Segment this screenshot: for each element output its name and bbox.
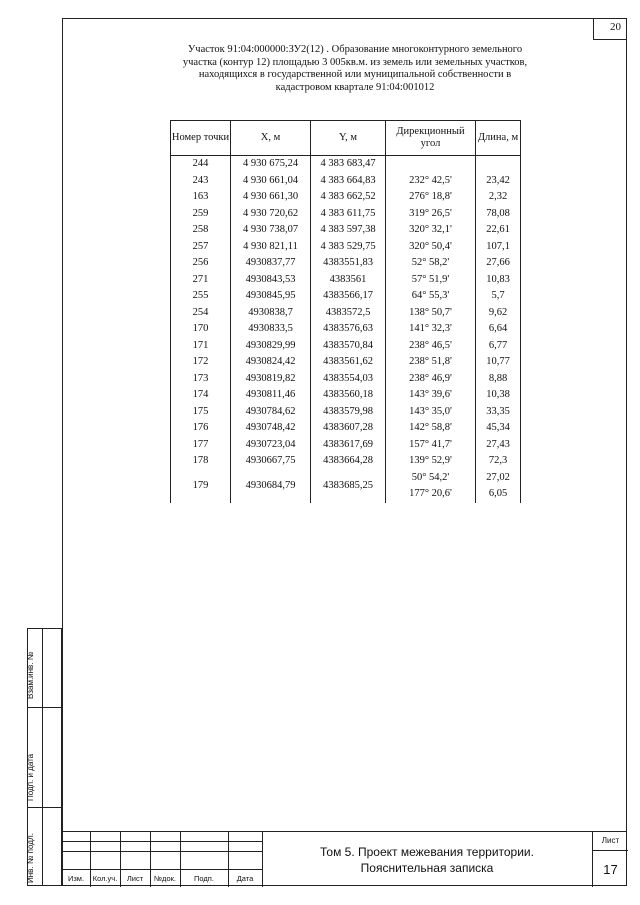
length-cell: 27,02	[476, 470, 521, 487]
direction-angle-cell: 139° 52,9'	[386, 453, 476, 470]
x-coordinate-cell: 4930838,7	[231, 305, 311, 322]
x-coordinate-cell: 4930748,42	[231, 420, 311, 437]
x-coordinate-cell: 4 930 675,24	[231, 156, 311, 173]
col-label-doc-number: №док.	[154, 874, 176, 883]
sheet-label: Лист	[601, 836, 620, 845]
x-coordinate-cell: 4 930 661,30	[231, 189, 311, 206]
direction-angle-cell: 276° 18,8'	[386, 189, 476, 206]
x-coordinate-cell: 4 930 821,11	[231, 239, 311, 256]
y-coordinate-cell: 4383561,62	[311, 354, 386, 371]
page-number: 20	[610, 21, 621, 33]
y-coordinate-cell: 4 383 683,47	[311, 156, 386, 173]
x-coordinate-cell: 4 930 720,62	[231, 206, 311, 223]
point-number-cell: 256	[171, 255, 231, 272]
length-cell: 8,88	[476, 371, 521, 388]
direction-angle-cell: 50° 54,2'	[386, 470, 476, 487]
y-coordinate-cell: 4 383 662,52	[311, 189, 386, 206]
length-cell: 72,3	[476, 453, 521, 470]
col-label-change: Изм.	[67, 874, 85, 883]
length-cell: 6,64	[476, 321, 521, 338]
direction-angle-cell: 57° 51,9'	[386, 272, 476, 289]
direction-angle-cell: 177° 20,6'	[386, 486, 476, 503]
grid-rule	[62, 851, 262, 852]
x-coordinate-cell: 4930829,99	[231, 338, 311, 355]
point-number-cell: 259	[171, 206, 231, 223]
direction-angle-cell: 64° 55,3'	[386, 288, 476, 305]
col-label-sheet: Лист	[126, 874, 144, 883]
point-number-cell: 258	[171, 222, 231, 239]
direction-angle-cell: 143° 35,0'	[386, 404, 476, 421]
x-coordinate-cell: 4930824,42	[231, 354, 311, 371]
point-number-cell: 170	[171, 321, 231, 338]
length-cell: 6,77	[476, 338, 521, 355]
direction-angle-cell: 238° 51,8'	[386, 354, 476, 371]
direction-angle-cell: 320° 32,1'	[386, 222, 476, 239]
y-coordinate-cell: 4383607,28	[311, 420, 386, 437]
x-coordinate-cell: 4930684,79	[231, 470, 311, 503]
y-coordinate-cell: 4383551,83	[311, 255, 386, 272]
direction-angle-cell: 157° 41,7'	[386, 437, 476, 454]
y-coordinate-cell: 4 383 529,75	[311, 239, 386, 256]
coordinates-table	[170, 120, 521, 503]
stamp-label-signature-date: Подп. и дата	[26, 753, 35, 801]
stamp-rule	[28, 707, 63, 708]
x-coordinate-cell: 4930819,82	[231, 371, 311, 388]
length-cell: 6,05	[476, 486, 521, 503]
sheet-number: 17	[603, 862, 618, 877]
y-coordinate-cell: 4 383 597,38	[311, 222, 386, 239]
y-coordinate-cell: 4383570,84	[311, 338, 386, 355]
length-cell: 27,43	[476, 437, 521, 454]
stamp-label-original-inv: Инв. № подл.	[26, 833, 35, 883]
document-title-line1: Том 5. Проект межевания территории.	[320, 845, 534, 859]
header-direction-angle: Дирекционный угол	[386, 121, 476, 156]
point-number-cell: 243	[171, 173, 231, 190]
point-number-cell: 257	[171, 239, 231, 256]
table-header-row	[171, 121, 521, 156]
point-number-cell: 174	[171, 387, 231, 404]
x-coordinate-cell: 4930784,62	[231, 404, 311, 421]
y-coordinate-cell: 4383576,63	[311, 321, 386, 338]
document-title	[262, 844, 592, 876]
length-cell: 78,08	[476, 206, 521, 223]
y-coordinate-cell: 4 383 611,75	[311, 206, 386, 223]
point-number-cell: 171	[171, 338, 231, 355]
y-coordinate-cell: 4383554,03	[311, 371, 386, 388]
x-coordinate-cell: 4930843,53	[231, 272, 311, 289]
grid-rule	[62, 869, 262, 870]
point-number-cell: 173	[171, 371, 231, 388]
point-number-cell: 271	[171, 272, 231, 289]
title-block-grid	[62, 832, 262, 887]
direction-angle-cell: 320° 50,4'	[386, 239, 476, 256]
x-coordinate-cell: 4930833,5	[231, 321, 311, 338]
spacer-cell	[386, 156, 476, 173]
x-coordinate-cell: 4930723,04	[231, 437, 311, 454]
y-coordinate-cell: 4383685,25	[311, 470, 386, 503]
table-body	[171, 156, 521, 503]
x-coordinate-cell: 4930837,77	[231, 255, 311, 272]
length-cell: 10,38	[476, 387, 521, 404]
section-heading: Участок 91:04:000000:ЗУ2(12) . Образование многоконтурного земельного участка (контур 12) площадью 3 005кв.м. из земель или земельных участков, находящихся в государственной или муниципальной собственности в кадастровом квартале 91:04:001012	[182, 44, 528, 93]
length-cell: 23,42	[476, 173, 521, 190]
direction-angle-cell: 52° 58,2'	[386, 255, 476, 272]
length-cell: 107,1	[476, 239, 521, 256]
header-y: Y, м	[311, 121, 386, 156]
stamp-label-replaced-inv: Взам.инв. №	[26, 651, 35, 699]
direction-angle-cell: 138° 50,7'	[386, 305, 476, 322]
x-coordinate-cell: 4 930 661,04	[231, 173, 311, 190]
title-block	[62, 831, 627, 886]
length-cell: 27,66	[476, 255, 521, 272]
point-number-cell: 163	[171, 189, 231, 206]
direction-angle-cell: 238° 46,9'	[386, 371, 476, 388]
length-cell: 33,35	[476, 404, 521, 421]
col-label-date: Дата	[236, 874, 254, 883]
point-number-cell: 172	[171, 354, 231, 371]
point-number-cell: 254	[171, 305, 231, 322]
sheet-box	[592, 832, 627, 887]
header-x: X, м	[231, 121, 311, 156]
header-length: Длина, м	[476, 121, 521, 156]
direction-angle-cell: 143° 39,6'	[386, 387, 476, 404]
y-coordinate-cell: 4383617,69	[311, 437, 386, 454]
y-coordinate-cell: 4383572,5	[311, 305, 386, 322]
length-cell: 45,34	[476, 420, 521, 437]
length-cell: 2,32	[476, 189, 521, 206]
x-coordinate-cell: 4 930 738,07	[231, 222, 311, 239]
y-coordinate-cell: 4383561	[311, 272, 386, 289]
direction-angle-cell: 319° 26,5'	[386, 206, 476, 223]
point-number-cell: 176	[171, 420, 231, 437]
stamp-rule	[28, 807, 63, 808]
point-number-cell: 178	[171, 453, 231, 470]
stamp-divider	[42, 629, 43, 885]
length-cell: 10,83	[476, 272, 521, 289]
point-number-cell: 179	[171, 470, 231, 503]
y-coordinate-cell: 4 383 664,83	[311, 173, 386, 190]
document-title-line2: Пояснительная записка	[360, 861, 494, 875]
sheet-box-rule	[593, 850, 628, 851]
point-number-cell: 255	[171, 288, 231, 305]
y-coordinate-cell: 4383560,18	[311, 387, 386, 404]
y-coordinate-cell: 4383664,28	[311, 453, 386, 470]
y-coordinate-cell: 4383566,17	[311, 288, 386, 305]
direction-angle-cell: 238° 46,5'	[386, 338, 476, 355]
left-stamp	[27, 628, 62, 886]
length-cell: 10,77	[476, 354, 521, 371]
direction-angle-cell: 141° 32,3'	[386, 321, 476, 338]
x-coordinate-cell: 4930667,75	[231, 453, 311, 470]
length-cell: 5,7	[476, 288, 521, 305]
direction-angle-cell: 142° 58,8'	[386, 420, 476, 437]
spacer-cell	[476, 156, 521, 173]
grid-rule	[62, 841, 262, 842]
x-coordinate-cell: 4930845,95	[231, 288, 311, 305]
length-cell: 9,62	[476, 305, 521, 322]
page-number-tab	[593, 18, 627, 40]
point-number-cell: 175	[171, 404, 231, 421]
table-row	[171, 156, 521, 173]
col-label-count: Кол.уч.	[92, 874, 118, 883]
direction-angle-cell: 232° 42,5'	[386, 173, 476, 190]
y-coordinate-cell: 4383579,98	[311, 404, 386, 421]
length-cell: 22,61	[476, 222, 521, 239]
x-coordinate-cell: 4930811,46	[231, 387, 311, 404]
col-label-signature: Подп.	[194, 874, 214, 883]
header-point-number: Номер точки	[171, 121, 231, 156]
point-number-cell: 177	[171, 437, 231, 454]
point-number-cell: 244	[171, 156, 231, 173]
